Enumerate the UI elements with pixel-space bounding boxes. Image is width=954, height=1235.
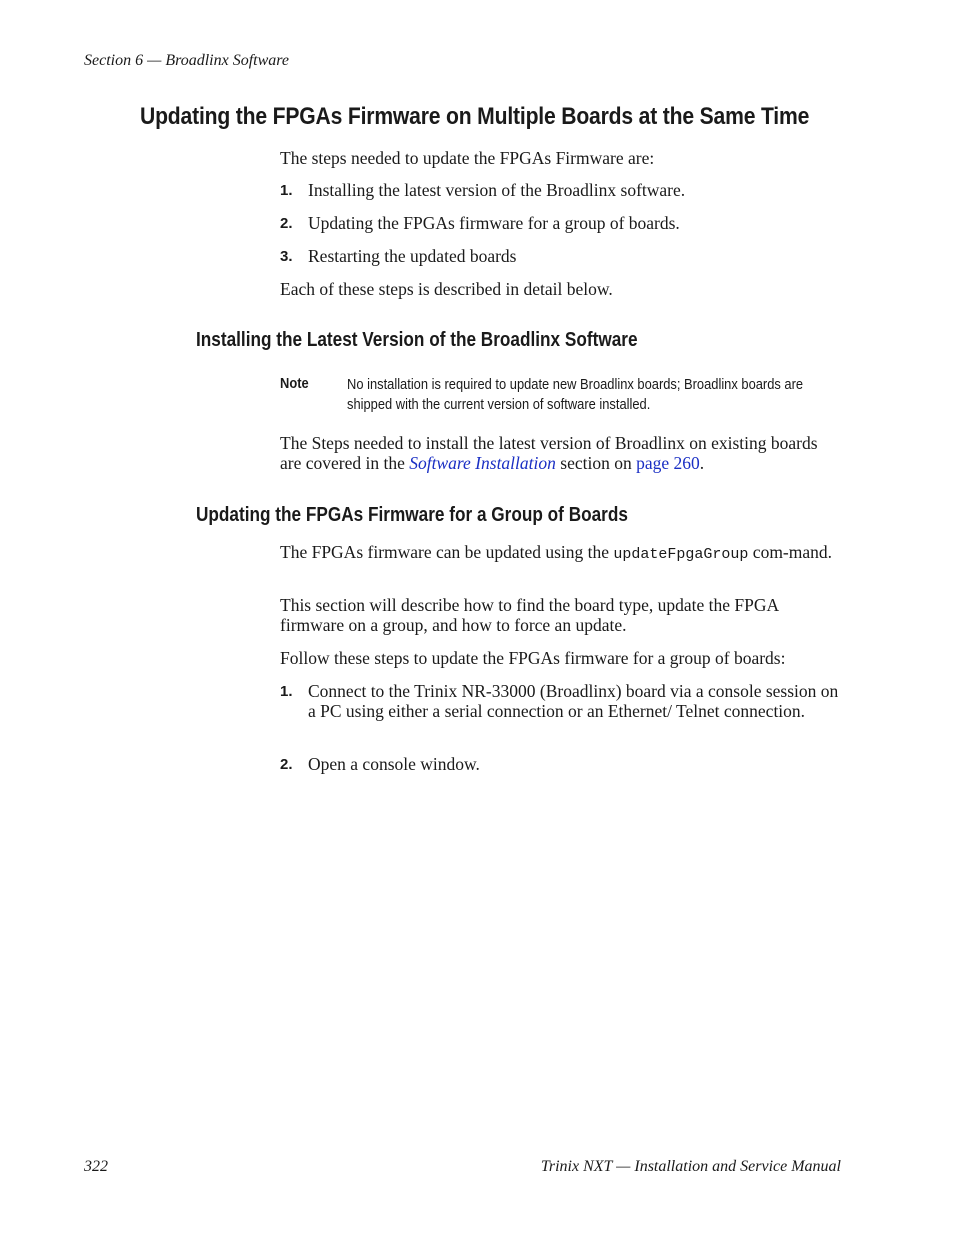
section-heading-install: Installing the Latest Version of the Broadlinx Software <box>196 329 638 351</box>
list-item-text: Installing the latest version of the Broadlinx software. <box>308 180 686 200</box>
list-item-number: 2. <box>280 756 293 773</box>
list-item <box>280 754 840 774</box>
list-item-text: Open a console window. <box>308 754 480 774</box>
manual-title: Trinix NXT — Installation and Service Manual <box>540 1158 841 1175</box>
install-text-after: . <box>699 453 705 473</box>
steps-outro: Each of these steps is described in detail below. <box>280 279 613 299</box>
update-p1-before: The FPGAs firmware can be updated using the <box>280 542 614 562</box>
list-item-text: Updating the FPGAs firmware for a group of boards. <box>308 213 680 233</box>
list-item-number: 1. <box>280 683 293 700</box>
update-paragraph-3: Follow these steps to update the FPGAs firmware for a group of boards: <box>280 648 786 668</box>
install-text-middle: section on <box>555 453 637 473</box>
note-text: No installation is required to update new Broadlinx boards; Broadlinx boards are shipped with the current version of software installed. <box>347 376 804 413</box>
list-item-text: Connect to the Trinix NR-33000 (Broadlinx) board via a console session on a PC using either a serial connection or an Ethernet/ Telnet connection. <box>308 681 839 721</box>
list-item <box>280 246 840 266</box>
update-paragraph-1 <box>280 542 840 565</box>
intro-paragraph: The steps needed to update the FPGAs Firmware are: <box>280 148 655 168</box>
update-p1-after: com-mand. <box>748 542 833 562</box>
page-reference-link[interactable]: page 260 <box>636 453 700 473</box>
list-item <box>280 681 840 721</box>
list-item-text: Restarting the updated boards <box>308 246 517 266</box>
list-item-number: 1. <box>280 182 293 199</box>
software-installation-link[interactable]: Software Installation <box>409 453 556 473</box>
page-number: 322 <box>84 1158 108 1175</box>
list-item <box>280 180 840 200</box>
command-name: updateFpgaGroup <box>613 546 749 563</box>
page-title: Updating the FPGAs Firmware on Multiple Boards at the Same Time <box>140 103 810 130</box>
install-paragraph <box>280 433 840 473</box>
install-text-before: The Steps needed to install the latest version of Broadlinx on existing boards are covered in the <box>280 433 818 473</box>
update-paragraph-2: This section will describe how to find the board type, update the FPGA firmware on a group, and how to force an update. <box>280 595 779 635</box>
list-item-number: 3. <box>280 248 293 265</box>
list-item <box>280 213 840 233</box>
running-head: Section 6 — Broadlinx Software <box>84 52 290 69</box>
list-item-number: 2. <box>280 215 293 232</box>
section-heading-update: Updating the FPGAs Firmware for a Group of Boards <box>196 504 628 526</box>
note-label: Note <box>280 375 309 392</box>
